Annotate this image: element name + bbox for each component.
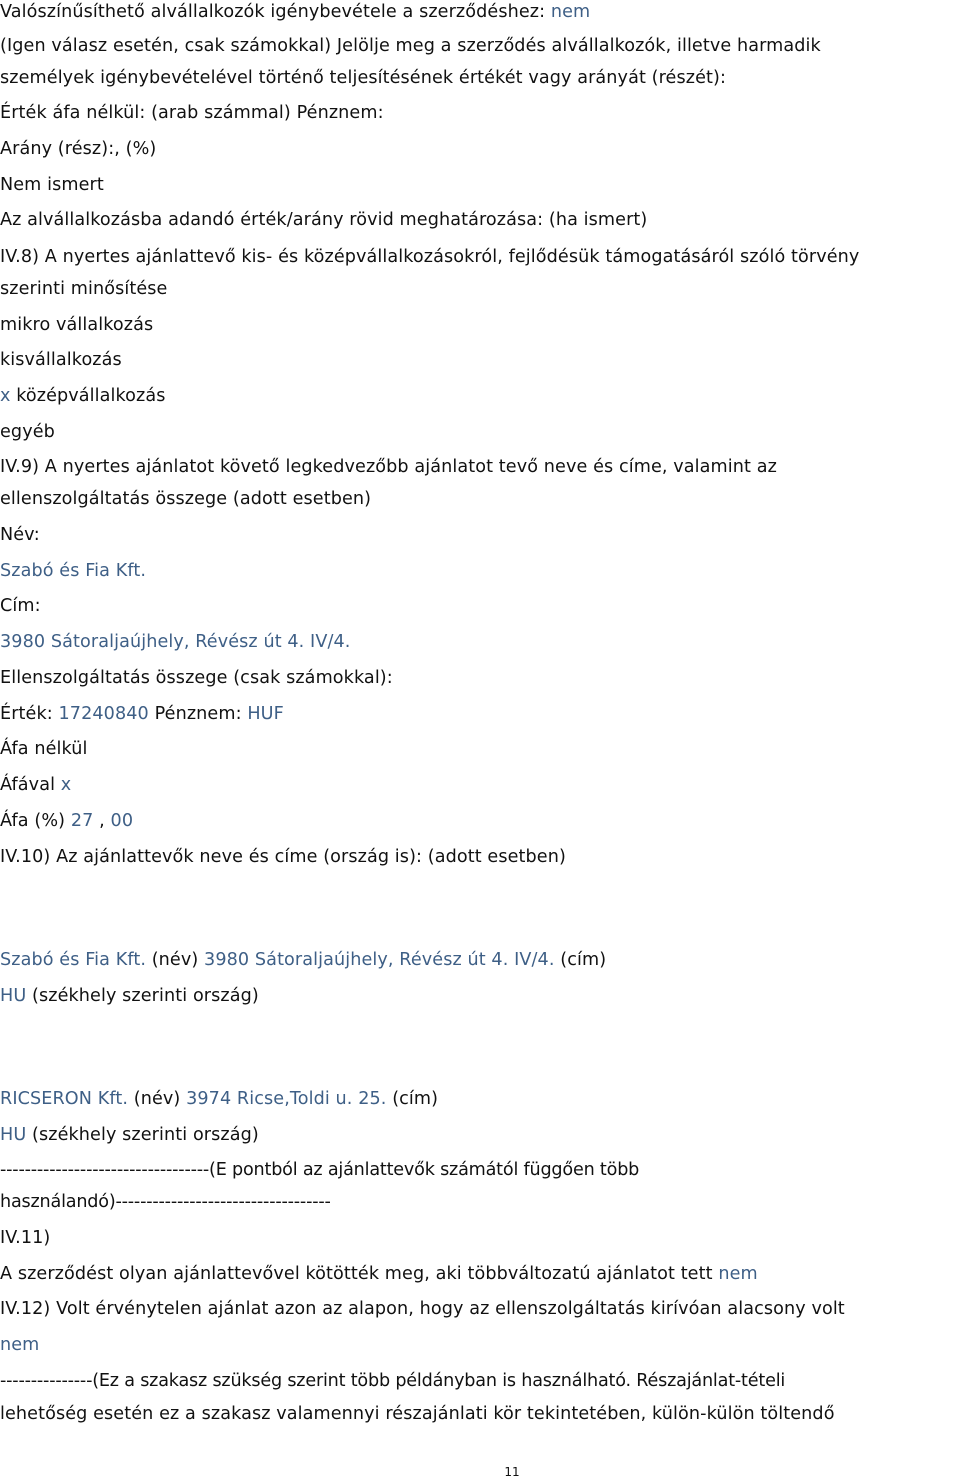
- iv9-value-line: [0, 702, 284, 726]
- iv9-amount-label: Ellenszolgáltatás összege (csak számokkal):: [0, 668, 393, 688]
- iv9-name-label: Név:: [0, 525, 40, 545]
- iv10-bidder-1-country: [0, 984, 259, 1008]
- iv9-with-vat: [0, 773, 71, 797]
- iv9-address-value: 3980 Sátoraljaújhely, Révész út 4. IV/4.: [0, 632, 351, 652]
- subcontracting-instruction-2: személyek igénybevételével történő teljesítésének értékét vagy arányát (részét):: [0, 68, 726, 88]
- page-number: 11: [504, 1465, 520, 1479]
- currency-value: HUF: [247, 704, 284, 724]
- subcontracting-question-label: Valószínűsíthető alvállalkozók igénybevétele a szerződéshez:: [0, 2, 546, 22]
- bidder-country: HU: [0, 1125, 27, 1145]
- iv9-address-label: Cím:: [0, 596, 41, 616]
- subcontracting-question-value: nem: [550, 2, 591, 22]
- option-label: középvállalkozás: [16, 386, 166, 406]
- option-label: kisvállalkozás: [0, 350, 122, 370]
- bidder-address: 3974 Ricse,Toldi u. 25.: [186, 1089, 387, 1109]
- iv9-heading-1: IV.9) A nyertes ajánlatot követő legkedvezőbb ajánlatot tevő neve és címe, valamint az: [0, 457, 777, 477]
- iv10-bidder-2: [0, 1087, 438, 1111]
- bidder-country-label: (székhely szerinti ország): [32, 986, 259, 1006]
- iv10-note-2: használandó)-----------------------------------: [0, 1192, 331, 1212]
- subcontracting-description: Az alvállalkozásba adandó érték/arány rövid meghatározása: (ha ismert): [0, 210, 648, 230]
- with-vat-label: Áfával: [0, 775, 56, 795]
- iv12-value: nem: [0, 1335, 40, 1355]
- currency-label: Pénznem:: [154, 704, 242, 724]
- bidder-name-label: (név): [133, 1089, 181, 1109]
- footer-note-2: lehetőség esetén ez a szakasz valamennyi részajánlati kör tekintetében, külön-külön töltendő: [0, 1404, 835, 1424]
- bidder-country: HU: [0, 986, 27, 1006]
- subcontracting-question: [0, 0, 590, 24]
- with-vat-mark: x: [60, 775, 72, 795]
- iv9-no-vat: Áfa nélkül: [0, 739, 88, 759]
- subcontracting-value-line: Érték áfa nélkül: (arab számmal) Pénznem:: [0, 103, 384, 123]
- vat-sep: ,: [99, 811, 105, 831]
- bidder-address-label: (cím): [392, 1089, 439, 1109]
- iv11-value: nem: [718, 1264, 758, 1284]
- iv10-note-1: ----------------------------------(E pontból az ajánlattevők számától függően több: [0, 1160, 640, 1180]
- iv10-bidder-1: [0, 948, 606, 972]
- option-mark: x: [0, 386, 11, 406]
- value-label: Érték:: [0, 704, 53, 724]
- subcontracting-ratio-line: Arány (rész):, (%): [0, 139, 157, 159]
- bidder-address-label: (cím): [560, 950, 607, 970]
- bidder-name-label: (név): [151, 950, 199, 970]
- iv8-option-egyeb: [0, 420, 55, 444]
- iv8-heading-2: szerinti minősítése: [0, 279, 168, 299]
- iv11-heading: IV.11): [0, 1228, 51, 1248]
- vat-int: 27: [70, 811, 94, 831]
- iv9-vat-rate: [0, 809, 133, 833]
- footer-note-1: ---------------(Ez a szakasz szükség szerint több példányban is használható. Részajánlat-tételi: [0, 1371, 786, 1391]
- iv8-option-kis: [0, 348, 122, 372]
- value-amount: 17240840: [58, 704, 149, 724]
- bidder-country-label: (székhely szerinti ország): [32, 1125, 259, 1145]
- iv10-bidder-2-country: [0, 1123, 259, 1147]
- subcontracting-instruction-1: (Igen válasz esetén, csak számokkal) Jelölje meg a szerződés alvállalkozók, illetve harmadik: [0, 36, 821, 56]
- option-label: mikro vállalkozás: [0, 315, 154, 335]
- iv11-question: A szerződést olyan ajánlattevővel kötötték meg, aki többváltozatú ajánlatot tett: [0, 1264, 713, 1284]
- vat-dec: 00: [110, 811, 134, 831]
- iv9-heading-2: ellenszolgáltatás összege (adott esetben): [0, 489, 372, 509]
- iv9-name-value: Szabó és Fia Kft.: [0, 561, 147, 581]
- iv11-text: [0, 1262, 758, 1286]
- bidder-address: 3980 Sátoraljaújhely, Révész út 4. IV/4.: [204, 950, 555, 970]
- vat-label: Áfa (%): [0, 811, 66, 831]
- iv10-heading: IV.10) Az ajánlattevők neve és címe (ország is): (adott esetben): [0, 847, 566, 867]
- option-label: egyéb: [0, 422, 55, 442]
- subcontracting-unknown: Nem ismert: [0, 175, 104, 195]
- iv8-heading-1: IV.8) A nyertes ajánlattevő kis- és középvállalkozásokról, fejlődésük támogatásáról szóló törvény: [0, 247, 860, 267]
- bidder-name: Szabó és Fia Kft.: [0, 950, 147, 970]
- iv8-option-mikro: [0, 313, 153, 337]
- bidder-name: RICSERON Kft.: [0, 1089, 129, 1109]
- iv8-option-kozep: [0, 384, 166, 408]
- iv12-text: IV.12) Volt érvénytelen ajánlat azon az alapon, hogy az ellenszolgáltatás kirívóan alacsony volt: [0, 1299, 845, 1319]
